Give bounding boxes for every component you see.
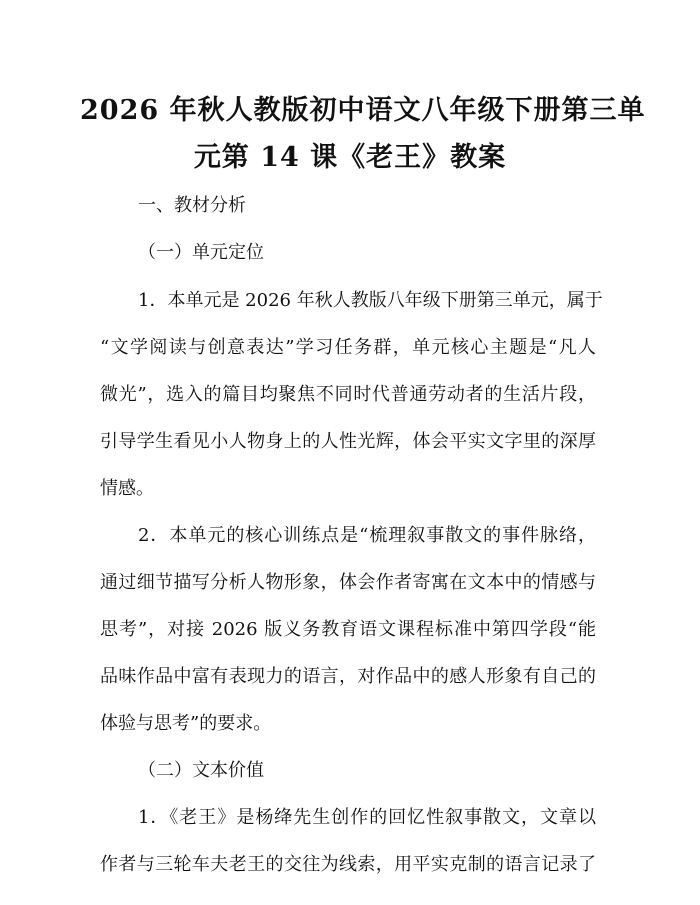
paragraph-line: 情感。	[100, 478, 154, 499]
paragraph-line: 1．《老王》是杨绛先生创作的回忆性叙事散文，文章以	[138, 807, 596, 828]
subsection-heading: （二）文本价值	[138, 760, 264, 781]
paragraph-line: 体验与思考”的要求。	[100, 713, 272, 734]
paragraph-line: 引导学生看见小人物身上的人性光辉，体会平实文字里的深厚	[100, 431, 596, 452]
paragraph-line: 作者与三轮车夫老王的交往为线索，用平实克制的语言记录了	[100, 854, 596, 875]
document-title-line-1: 2026 年秋人教版初中语文八年级下册第三单	[80, 95, 646, 126]
paragraph-line: “文学阅读与创意表达”学习任务群，单元核心主题是“凡人	[100, 337, 596, 358]
paragraph-line: 1．本单元是 2026 年秋人教版八年级下册第三单元，属于	[138, 290, 603, 311]
paragraph-line: 品味作品中富有表现力的语言，对作品中的感人形象有自己的	[100, 666, 596, 687]
document-title-line-2: 元第 14 课《老王》教案	[193, 142, 507, 173]
subsection-heading: （一）单元定位	[138, 242, 264, 263]
section-heading: 一、教材分析	[138, 195, 246, 216]
paragraph-line: 思考”，对接 2026 版义务教育语文课程标准中第四学段“能	[100, 619, 596, 640]
paragraph-line: 通过细节描写分析人物形象，体会作者寄寓在文本中的情感与	[100, 572, 596, 593]
paragraph-line: 微光”，选入的篇目均聚焦不同时代普通劳动者的生活片段，	[100, 384, 596, 405]
paragraph-line: 2．本单元的核心训练点是“梳理叙事散文的事件脉络，	[138, 525, 596, 546]
